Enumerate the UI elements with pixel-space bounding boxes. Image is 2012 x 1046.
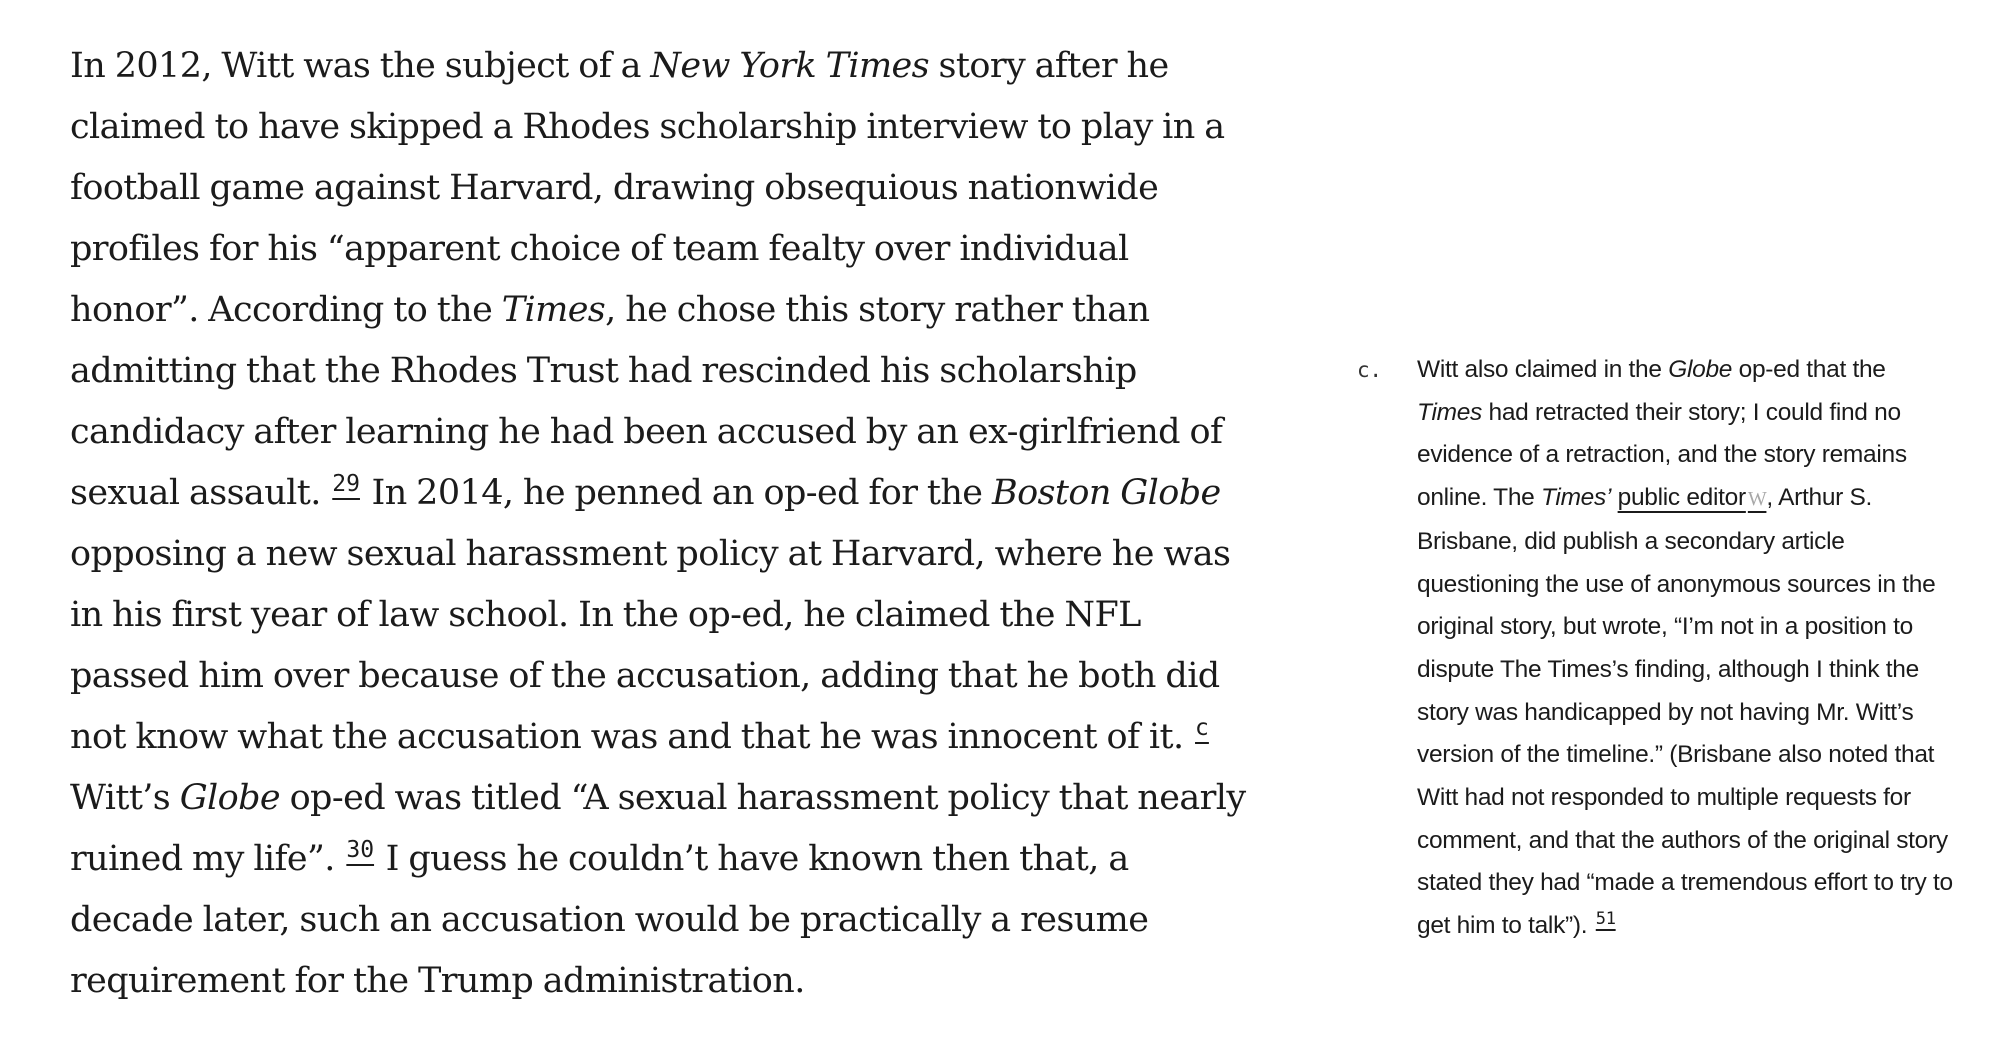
footnote-ref-51[interactable]: 51 (1595, 909, 1616, 930)
publication-name: Globe (1668, 356, 1733, 383)
text-span: story after he claimed to have skipped a Rhodes scholarship interview to play in a football game against Harvard, drawing obsequious nationwide profiles for his “apparent choice of team fealty over individual honor”. According to the (70, 46, 1225, 330)
publication-name: Times’ (1540, 484, 1612, 512)
text-span: In 2014, he penned an op-ed for the (361, 473, 992, 513)
publication-name: New York Times (650, 46, 930, 86)
text-span: opposing a new sexual harassment policy at Harvard, where he was in his first year of law school. In the op-ed, he claimed the NFL passed him over because of the accusation, adding that he both did not know what the accusation was and that he was innocent of it. (70, 534, 1231, 757)
publication-name: Boston Globe (991, 473, 1221, 513)
text-span: op-ed that the (1732, 356, 1886, 383)
wikipedia-icon: W (1747, 488, 1767, 511)
publication-name: Times (501, 290, 606, 330)
link-label: public editor (1617, 484, 1746, 512)
sidenote-ref-c[interactable]: c (1195, 715, 1209, 741)
text-span: Witt’s (70, 778, 180, 818)
publication-name: Globe (179, 778, 281, 818)
text-span: I guess he couldn’t have known then that, a decade later, such an accusation would be practically a resume requirement for the Trump administration. (70, 839, 1149, 1001)
sidenote-marker: c. (1357, 358, 1382, 382)
text-span: had retracted their story; I could find no evidence of a retraction, and the story remains online. The (1417, 398, 1907, 512)
public-editor-link[interactable] (1618, 484, 1767, 511)
text-span: op-ed was titled “A sexual harassment policy that nearly ruined my life”. (70, 778, 1246, 879)
publication-name: Times (1417, 398, 1482, 426)
footnote-ref-29[interactable]: 29 (332, 471, 360, 497)
footnote-ref-30[interactable]: 30 (346, 837, 375, 863)
text-span: Witt also claimed in the (1417, 356, 1669, 383)
text-span: , he chose this story rather than admitting that the Rhodes Trust had rescinded his scholarship candidacy after learning he had been accused by an ex-girlfriend of sexual assault. (70, 290, 1223, 513)
text-span: , Arthur S. Brisbane, did publish a secondary article questioning the use of anonymous sources in the original story, but wrote, “I’m not in a position to dispute The Times’s finding, although I think the story was handicapped by not having Mr. Witt’s version of the timeline.” (Brisbane also noted that Witt had not responded to multiple requests for comment, and that the authors of the original story stated they had “made a tremendous effort to try to get him to talk”). (1417, 484, 1953, 940)
sidenote-text (1417, 349, 1957, 948)
article-paragraph (70, 36, 1260, 1012)
text-span: In 2012, Witt was the subject of a (70, 46, 651, 86)
